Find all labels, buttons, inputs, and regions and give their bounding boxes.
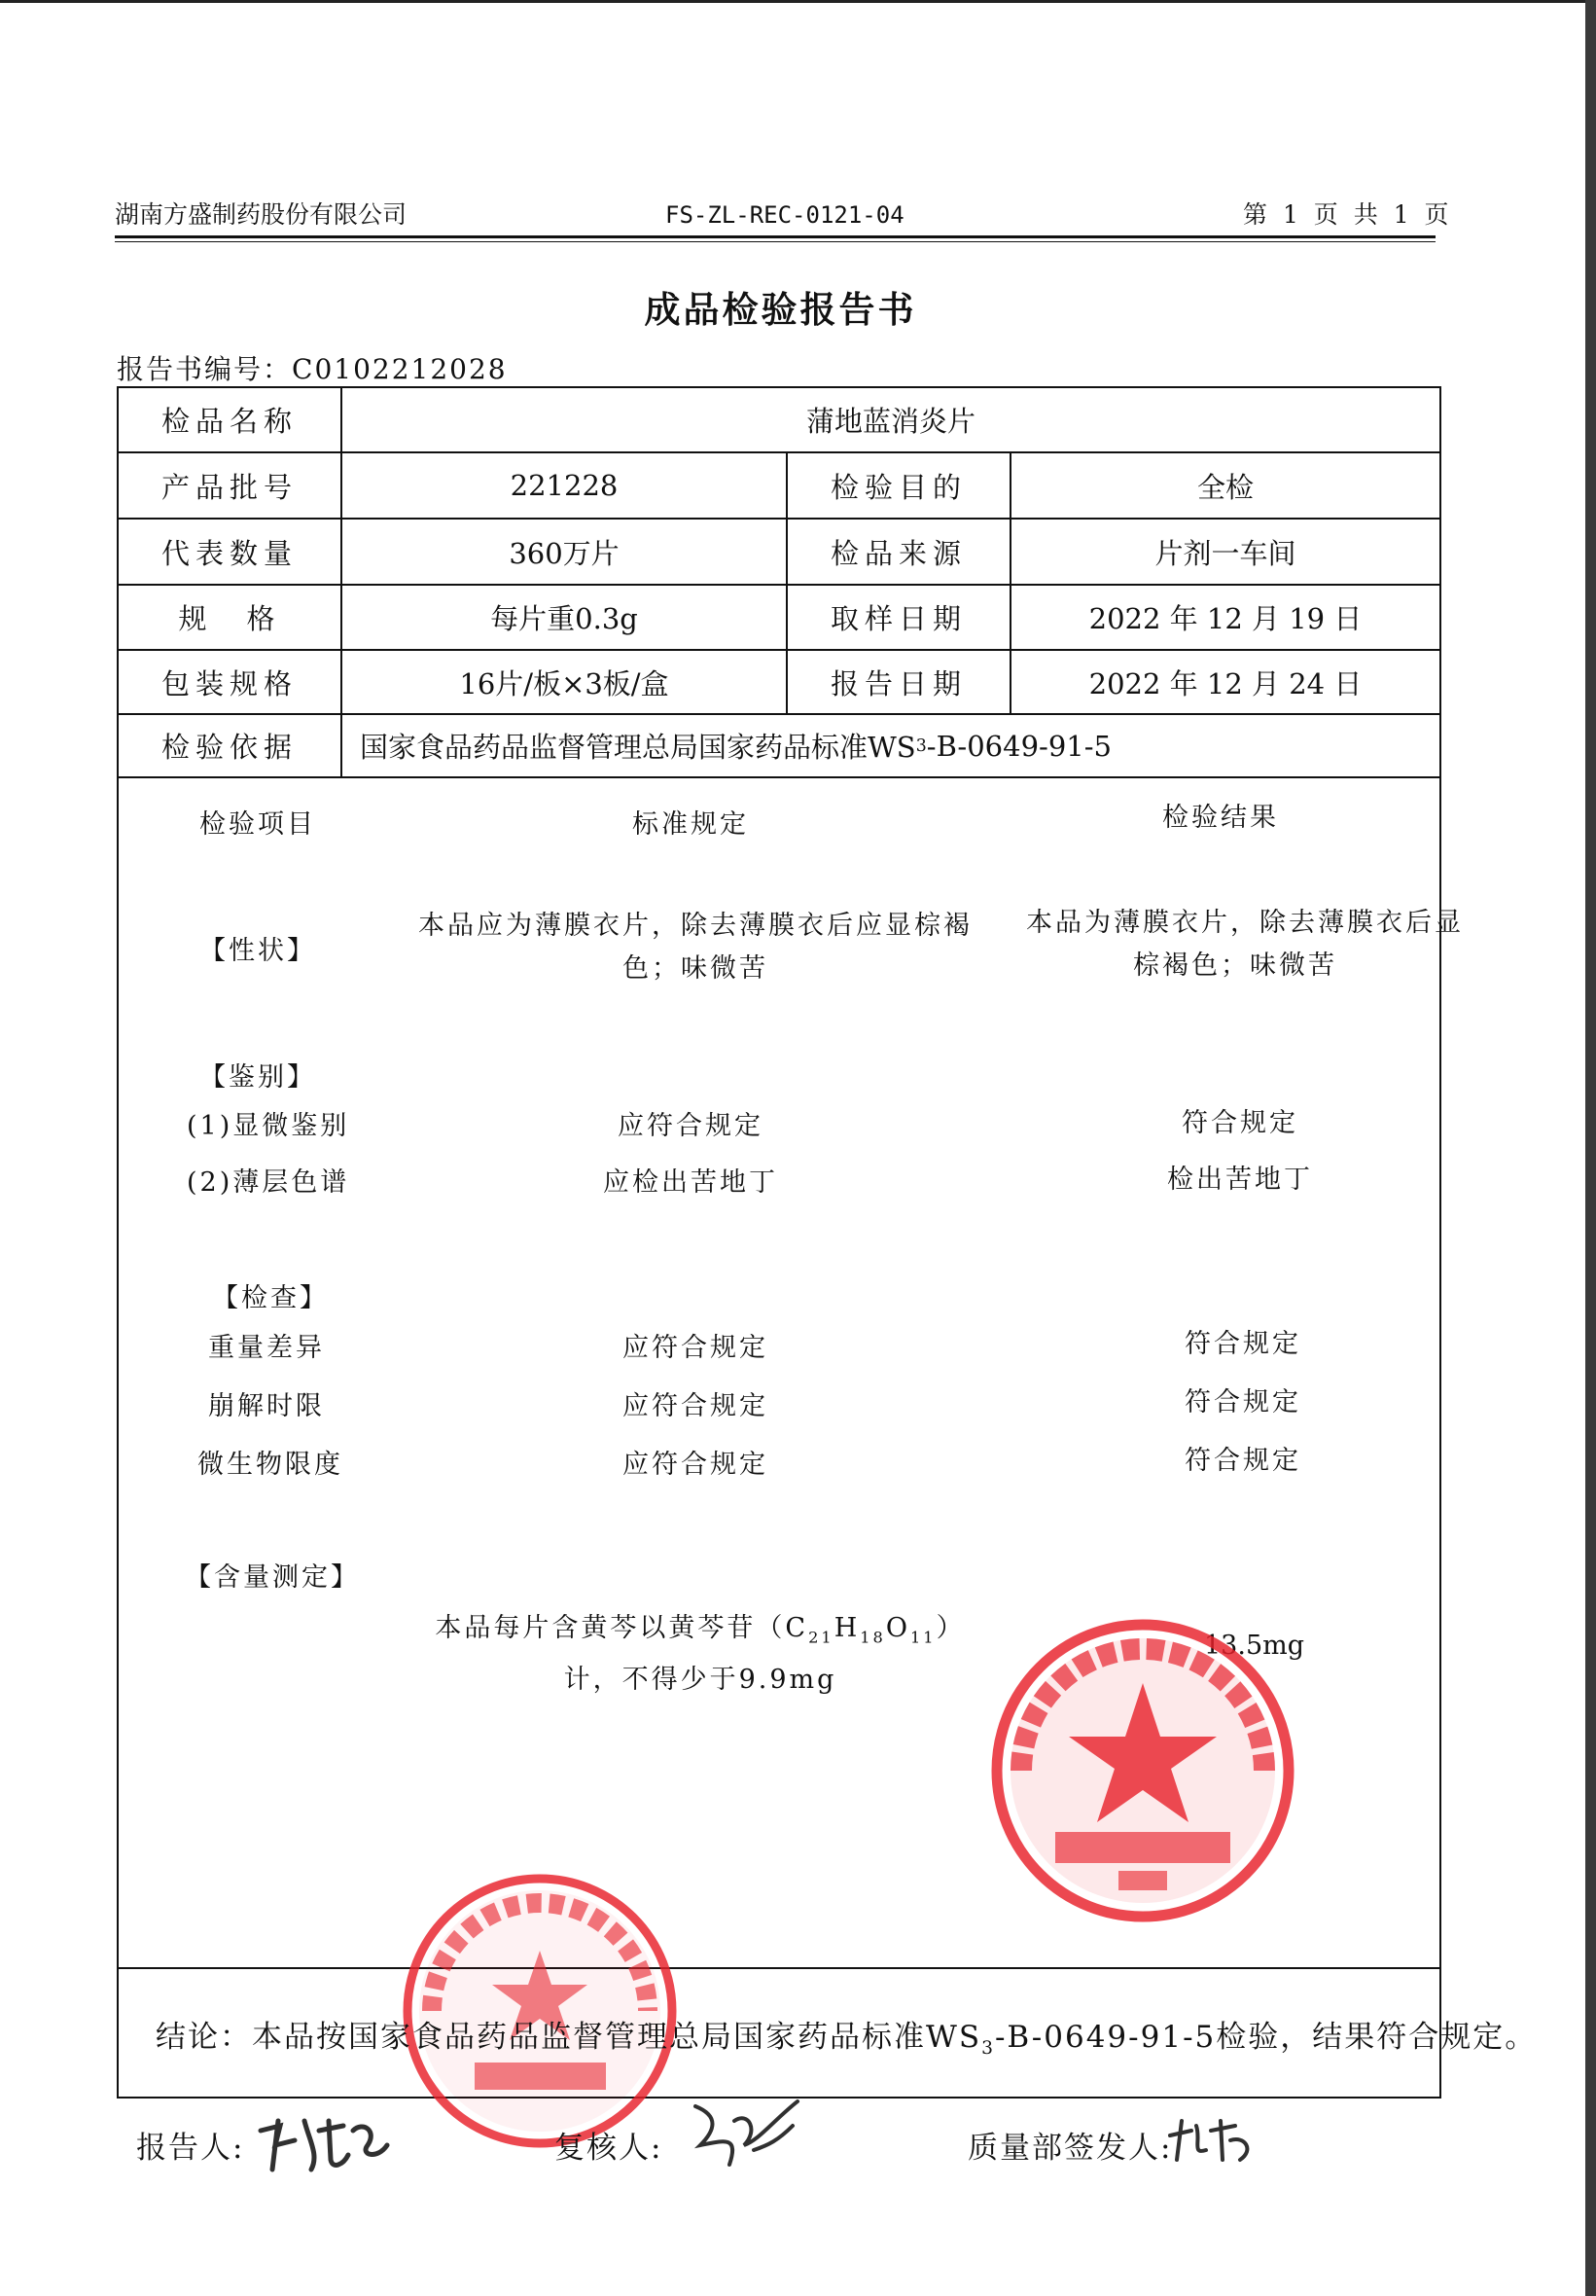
value-sample-source: 片剂一车间 [1154,536,1296,570]
basis-code: -B-0649-91-5 [926,729,1112,763]
inspection-result: 符合规定 [1185,1446,1301,1476]
inspection-standard: 应符合规定 [622,1333,768,1363]
reporter-label: 报告人: [136,2131,245,2166]
identification-standard: 应符合规定 [618,1111,763,1141]
identification-item: (2)薄层色谱 [187,1167,350,1198]
inspection-standard: 应符合规定 [622,1450,768,1480]
label-sampling-date: 取样日期 [830,602,967,635]
identification-standard: 应检出苦地丁 [603,1167,778,1198]
row-divider [117,1967,1441,1969]
label-sample-source: 检品来源 [830,536,967,570]
column-heading-standard: 标准规定 [632,809,749,840]
document-title: 成品检验报告书 [644,288,917,331]
assay-standard [428,1607,973,1702]
assay-standard-line2: 计，不得少于9.9mg [563,1665,837,1696]
section-heading-assay: 【含量测定】 [185,1562,360,1593]
issuer-signature [1162,2111,1259,2170]
character-result [1026,902,1464,987]
identification-result: 检出苦地丁 [1167,1165,1313,1195]
character-result-line2: 棕褐色；味微苦 [1133,951,1337,981]
basis-text: 国家食品药品监督管理总局国家药品标准WS [360,731,916,764]
column-heading-result: 检验结果 [1162,803,1279,833]
character-standard-line1: 本品应为薄膜衣片，除去薄膜衣后应显棕褐 [418,911,973,941]
value-quantity: 360万片 [509,536,620,570]
report-number [117,348,508,387]
value-report-date: 2022 年 12 月 24 日 [1088,666,1363,700]
issuer-label: 质量部签发人: [968,2131,1173,2166]
label-inspection-basis: 检验依据 [160,731,298,764]
column-heading-item: 检验项目 [199,809,316,840]
header-rule-thin [115,241,1436,242]
company-name: 湖南方盛制药股份有限公司 [115,200,408,229]
report-number-label: 报告书编号： [117,353,293,385]
value-inspection-purpose: 全检 [1196,470,1254,504]
inspection-result: 符合规定 [1185,1329,1301,1359]
inspection-result: 符合规定 [1185,1387,1301,1417]
page-right-edge [1585,0,1596,2296]
reporter-signature [251,2101,397,2179]
company-qc-seal [982,1610,1303,1931]
assay-standard-line1: 本品每片含黄芩以黄芩苷$(C_{21}H_{18}O_{11})$ [435,1613,966,1647]
page-top-edge [0,0,1596,3]
conclusion-text: 结论：本品按国家食品药品监督管理总局国家药品标准WS [156,2020,982,2055]
inspection-item: 微生物限度 [197,1450,343,1480]
section-heading-identification: 【鉴别】 [199,1062,316,1093]
label-batch-number: 产品批号 [160,470,298,504]
conclusion-subscript: 3 [981,2038,995,2060]
label-inspection-purpose: 检验目的 [830,470,967,504]
reviewer-label: 复核人: [554,2131,663,2166]
character-result-line1: 本品为薄膜衣片，除去薄膜衣后显 [1026,908,1464,938]
report-number-value: C0102212028 [292,353,508,385]
label-report-date: 报告日期 [830,666,967,700]
label-package-spec: 包装规格 [160,666,298,700]
value-sampling-date: 2022 年 12 月 19 日 [1088,602,1363,635]
value-inspection-basis [342,715,1439,776]
assay-result: 13.5mg [1204,1631,1305,1661]
value-specification: 每片重0.3g [490,602,638,635]
conclusion [156,2012,1537,2059]
character-standard-line2: 色；味微苦 [622,953,768,984]
row-divider [117,776,1441,778]
character-standard [408,905,982,990]
value-batch-number: 221228 [510,469,619,502]
value-product-name: 蒲地蓝消炎片 [805,405,975,438]
inspection-standard: 应符合规定 [622,1391,768,1421]
section-heading-character: 【性状】 [199,936,316,966]
label-specification: 规 格 [178,602,281,635]
label-product-name: 检品名称 [160,405,298,438]
identification-item: (1)显微鉴别 [187,1111,350,1141]
label-quantity: 代表数量 [160,536,298,570]
reviewer-signature [681,2092,807,2179]
identification-result: 符合规定 [1182,1108,1298,1138]
page-info: 第 1 页 共 1 页 [1243,200,1453,229]
value-package-spec: 16片/板×3板/盒 [459,666,669,700]
section-heading-inspection: 【检查】 [212,1283,329,1313]
conclusion-text-end: -B-0649-91-5检验，结果符合规定。 [994,2020,1538,2055]
header-rule [115,235,1436,238]
document-code: FS-ZL-REC-0121-04 [665,201,904,229]
basis-subscript: 3 [915,735,927,756]
inspection-item: 崩解时限 [208,1391,325,1421]
inspection-item: 重量差异 [208,1333,325,1363]
